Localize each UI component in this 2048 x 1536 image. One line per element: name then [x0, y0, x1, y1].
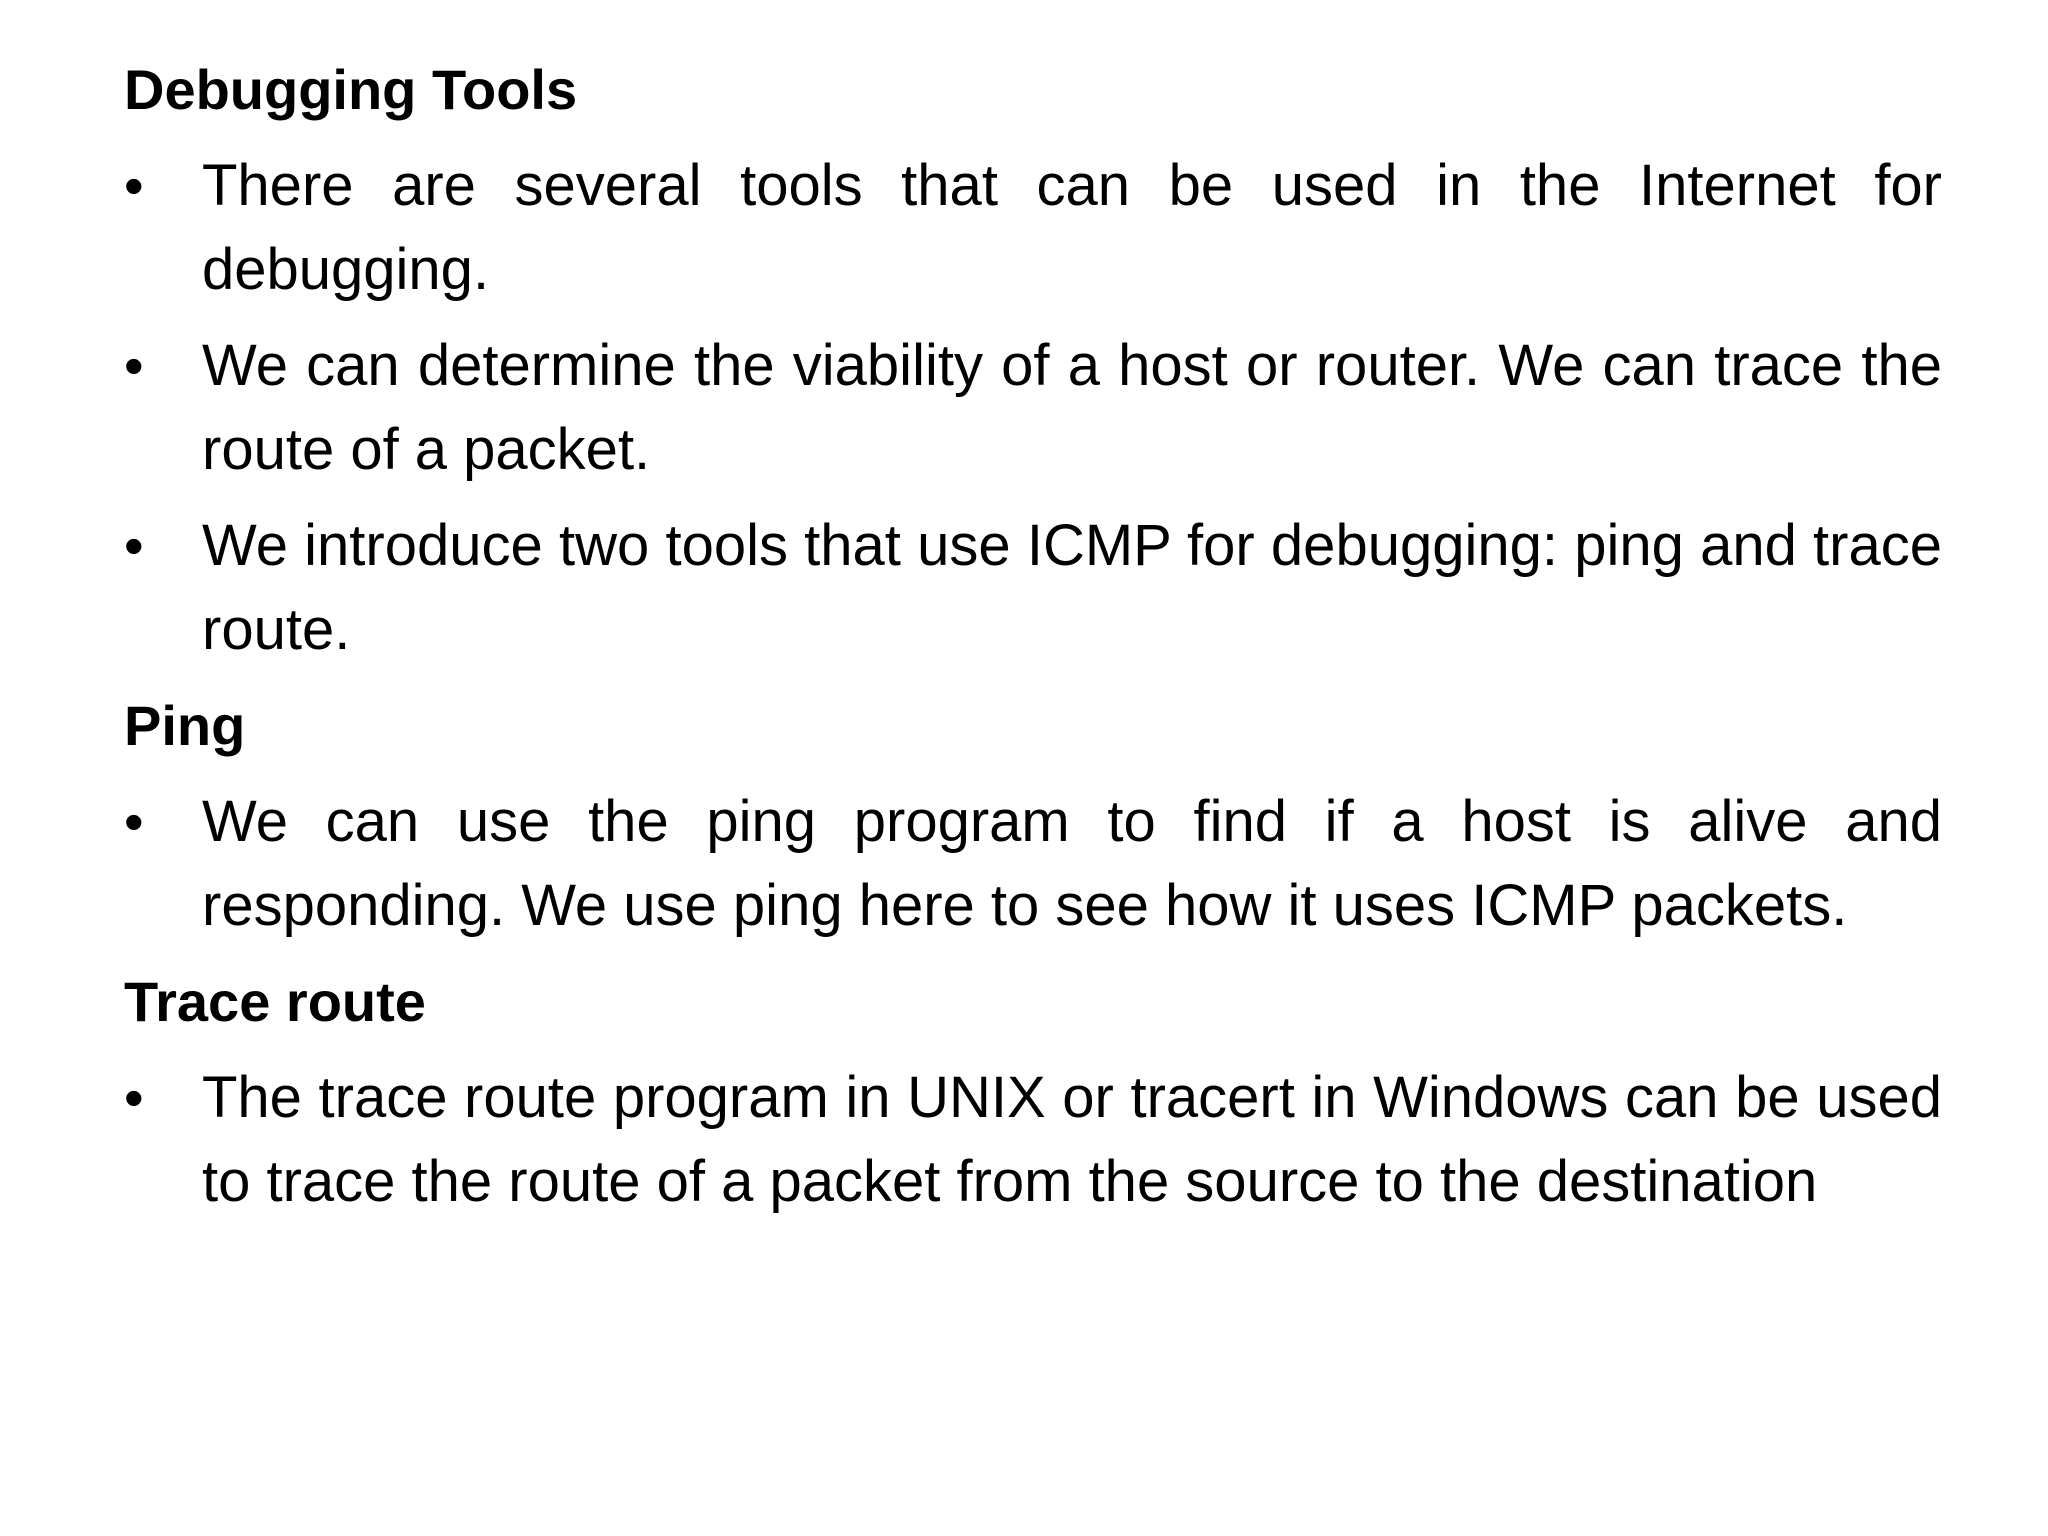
section-heading: Debugging Tools	[124, 58, 578, 121]
bullet-icon: •	[124, 154, 144, 217]
bullet-list	[124, 1056, 1942, 1224]
section-ping	[124, 684, 1942, 948]
bullet-icon: •	[124, 790, 144, 853]
bullet-text: We can use the ping program to find if a host is alive and responding. We use ping here to see how it uses ICMP packets.	[202, 789, 1942, 938]
bullet-item	[124, 144, 1942, 312]
bullet-item	[124, 324, 1942, 492]
bullet-item	[124, 780, 1942, 948]
bullet-icon: •	[124, 1066, 144, 1129]
section-heading: Ping	[124, 694, 246, 757]
bullet-item	[124, 504, 1942, 672]
bullet-text: The trace route program in UNIX or tracert in Windows can be used to trace the route of a packet from the source to the destination	[202, 1065, 1942, 1214]
bullet-item	[124, 1056, 1942, 1224]
slide-content	[124, 48, 1942, 1236]
section-heading: Trace route	[124, 970, 426, 1033]
bullet-text: We can determine the viability of a host or router. We can trace the route of a packet.	[202, 333, 1942, 482]
bullet-icon: •	[124, 514, 144, 577]
bullet-list	[124, 780, 1942, 948]
bullet-list	[124, 144, 1942, 672]
section-trace-route	[124, 960, 1942, 1224]
section-debugging-tools	[124, 48, 1942, 672]
bullet-icon: •	[124, 334, 144, 397]
bullet-text: We introduce two tools that use ICMP for debugging: ping and trace route.	[202, 513, 1942, 662]
bullet-text: There are several tools that can be used in the Internet for debugging.	[202, 153, 1942, 302]
